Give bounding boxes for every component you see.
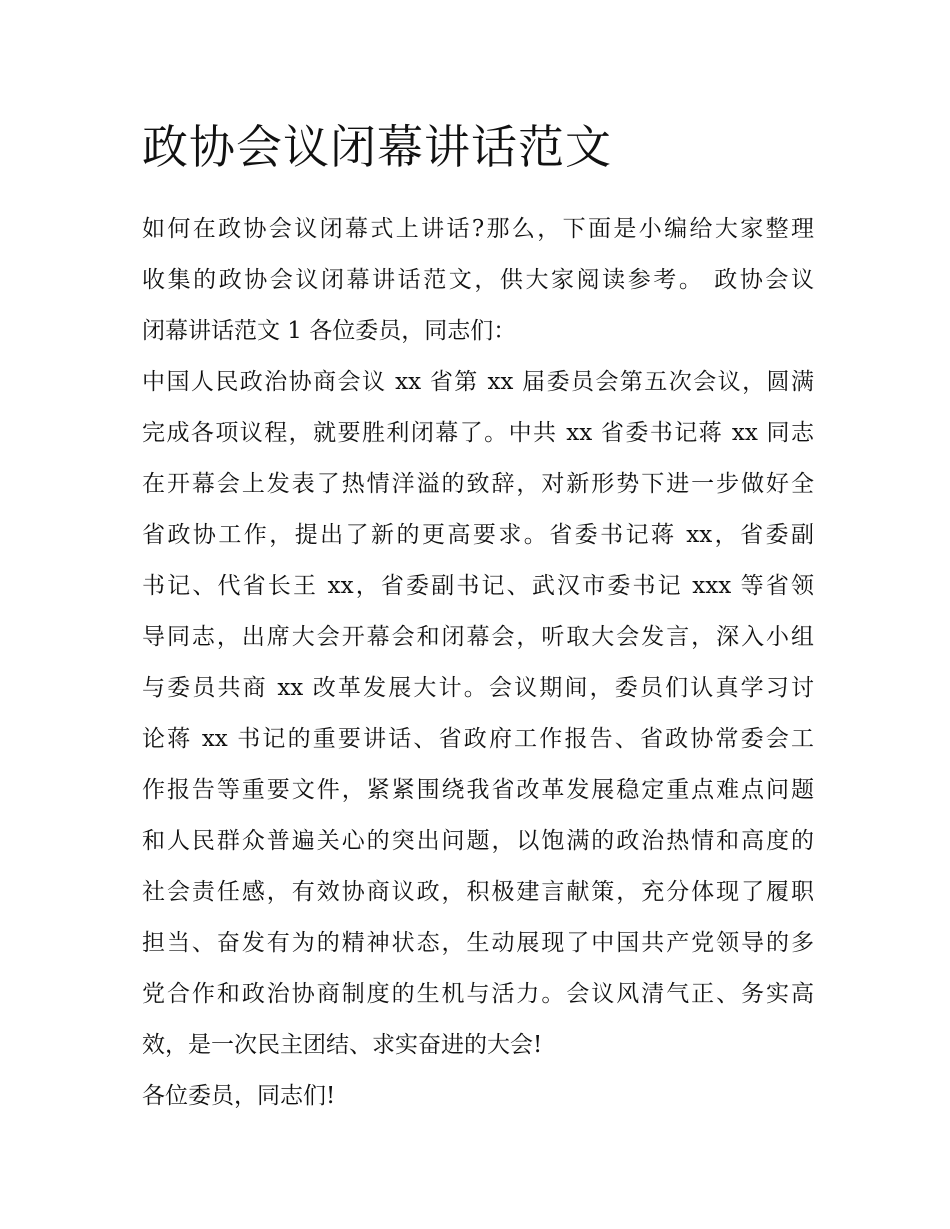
body-line: 收集的政协会议闭幕讲话范文，供大家阅读参考。 政协会议 (142, 267, 814, 293)
document-content (142, 112, 814, 1122)
body-line: 导同志，出席大会开幕会和闭幕会，听取大会发言，深入小组 (142, 624, 814, 650)
body-line: 论蒋 xx 书记的重要讲话、省政府工作报告、省政协常委会工 (142, 726, 814, 752)
body-line: 各位委员，同志们! (142, 1083, 336, 1109)
body-line: 书记、代省长王 xx，省委副书记、武汉市委书记 xxx 等省领 (142, 573, 814, 599)
body-line: 完成各项议程，就要胜利闭幕了。中共 xx 省委书记蒋 xx 同志 (142, 420, 814, 446)
document-body (142, 204, 814, 1122)
body-line: 在开幕会上发表了热情洋溢的致辞，对新形势下进一步做好全 (142, 471, 814, 497)
body-line: 中国人民政治协商会议 xx 省第 xx 届委员会第五次会议，圆满 (142, 369, 814, 395)
document-title: 政协会议闭幕讲话范文 (142, 120, 612, 174)
body-line: 和人民群众普遍关心的突出问题，以饱满的政治热情和高度的 (142, 828, 814, 854)
body-line: 效，是一次民主团结、求实奋进的大会! (142, 1032, 543, 1058)
body-line: 省政协工作，提出了新的更高要求。省委书记蒋 xx，省委副 (142, 522, 814, 548)
body-line: 担当、奋发有为的精神状态，生动展现了中国共产党领导的多 (142, 930, 814, 956)
body-line: 如何在政协会议闭幕式上讲话?那么，下面是小编给大家整理 (142, 216, 814, 242)
body-line: 与委员共商 xx 改革发展大计。会议期间，委员们认真学习讨 (142, 675, 814, 701)
body-line: 社会责任感，有效协商议政，积极建言献策，充分体现了履职 (142, 879, 814, 905)
body-line: 闭幕讲话范文 1 各位委员，同志们： (142, 318, 517, 344)
body-line: 党合作和政治协商制度的生机与活力。会议风清气正、务实高 (142, 981, 814, 1007)
body-line: 作报告等重要文件，紧紧围绕我省改革发展稳定重点难点问题 (142, 777, 814, 803)
